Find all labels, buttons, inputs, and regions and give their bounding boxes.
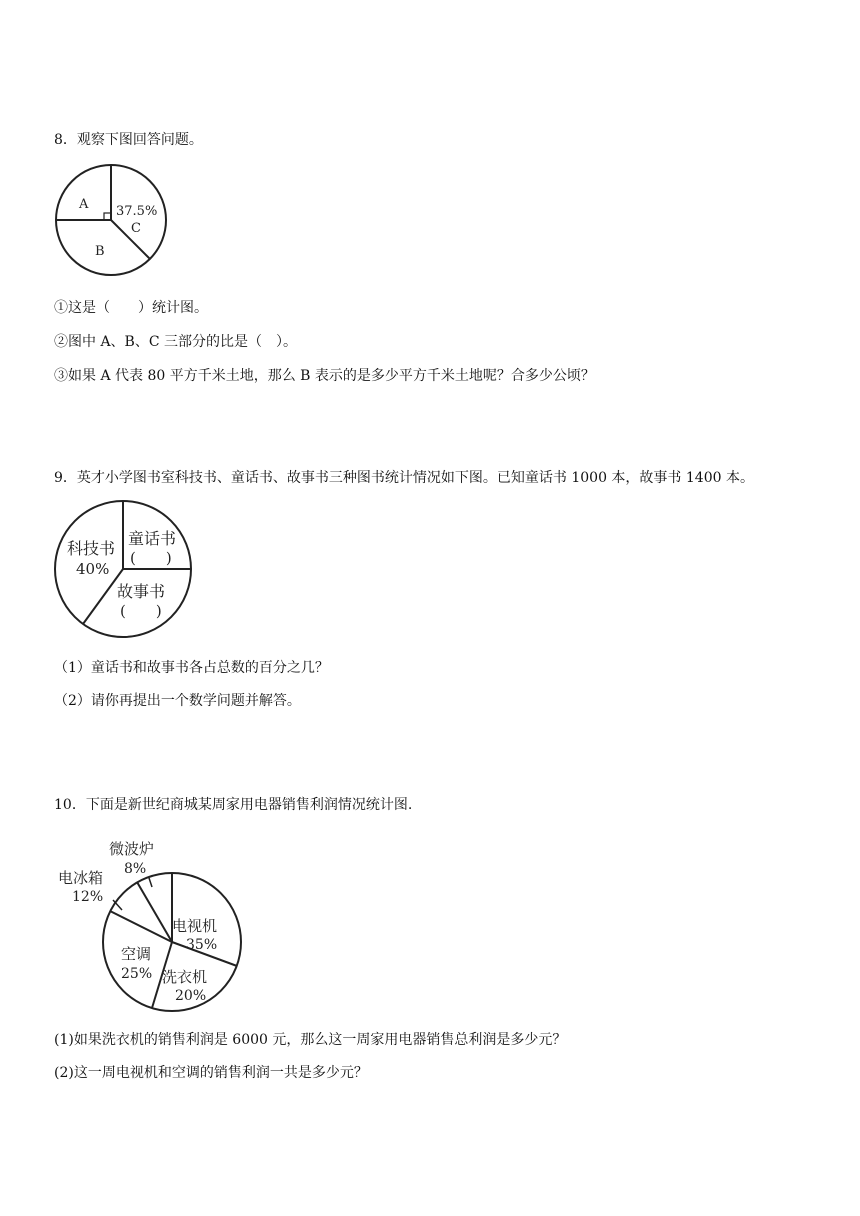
q10-leader-microwave xyxy=(149,878,152,887)
q10-xiyiji-pct: 20% xyxy=(175,988,207,1004)
q10-title: 10．下面是新世纪商城某周家用电器销售利润情况统计图. xyxy=(54,797,413,813)
q10-xiyiji-label: 洗衣机 xyxy=(162,968,208,986)
q9-gushi-label: 故事书 xyxy=(117,582,166,601)
q8-label-a: A xyxy=(79,197,89,212)
q9-tonghua-label: 童话书 xyxy=(128,529,177,548)
q8-label-c-pct: 37.5% xyxy=(116,204,158,219)
q9-keji-pct: 40% xyxy=(76,560,110,578)
q10-dianbingxiang-pct: 12% xyxy=(72,889,104,905)
q10-dianshiji-label: 电视机 xyxy=(172,917,218,935)
q10-kongtiao-pct: 25% xyxy=(121,966,153,982)
q8-pie-chart xyxy=(55,164,175,284)
q8-title: 8．观察下图回答问题。 xyxy=(54,132,203,148)
q9-sub2: （2）请你再提出一个数学问题并解答。 xyxy=(54,693,301,709)
q8-right-angle-mark xyxy=(104,213,111,220)
q10-sub2: (2)这一周电视机和空调的销售利润一共是多少元？ xyxy=(54,1065,368,1081)
q10-dianbingxiang-label: 电冰箱 xyxy=(58,869,104,887)
q8-sub2: ②图中 A、B、C 三部分的比是（ ）。 xyxy=(54,334,298,350)
q9-pie-chart xyxy=(54,500,204,650)
q10-dianshiji-pct: 35% xyxy=(186,937,218,953)
q9-tonghua-blank: ( ) xyxy=(130,549,172,567)
q10-pie-chart xyxy=(55,838,255,1018)
q9-keji-label: 科技书 xyxy=(67,539,116,558)
q8-sub3: ③如果 A 代表 80 平方千米土地，那么 B 表示的是多少平方千米土地呢？合多少公顷？ xyxy=(54,368,595,384)
q10-weibolu-label: 微波炉 xyxy=(109,840,155,858)
q9-gushi-blank: ( ) xyxy=(120,602,162,620)
q9-title: 9．英才小学图书室科技书、童话书、故事书三种图书统计情况如下图。已知童话书 1000 本，故事书 1400 本。 xyxy=(54,470,754,486)
q8-label-c: C xyxy=(131,221,141,236)
q10-sub1: (1)如果洗衣机的销售利润是 6000 元，那么这一周家用电器销售总利润是多少元？ xyxy=(54,1032,567,1048)
q10-weibolu-pct: 8% xyxy=(124,861,147,877)
q9-sub1: （1）童话书和故事书各占总数的百分之几？ xyxy=(54,660,329,676)
q8-label-b: B xyxy=(95,244,105,259)
q8-sub1: ①这是（ ）统计图。 xyxy=(54,300,208,316)
q10-kongtiao-label: 空调 xyxy=(121,945,152,963)
